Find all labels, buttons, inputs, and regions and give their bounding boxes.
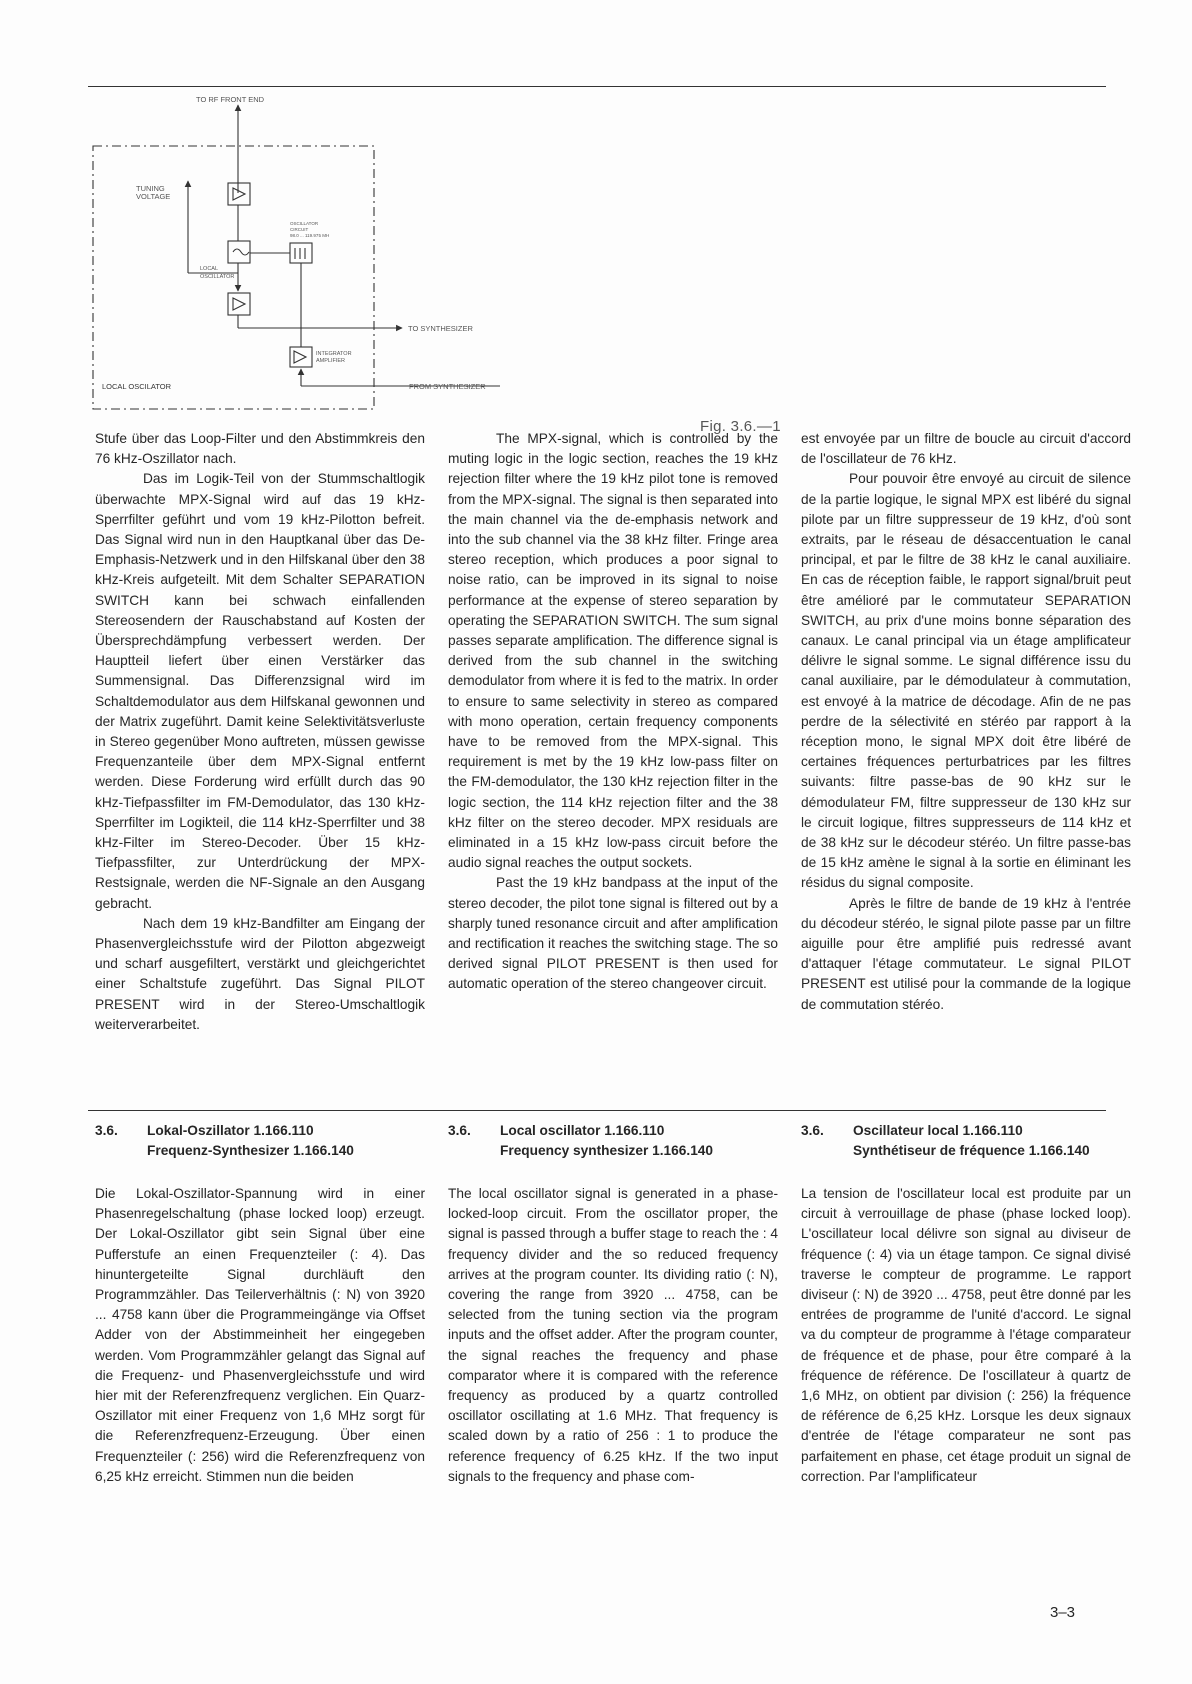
- lower-text-french: [801, 1184, 1131, 1487]
- section-number: 3.6.: [95, 1123, 118, 1138]
- paragraph: The local oscillator signal is generated in a phase-locked-loop circuit. From the oscillator proper, the signal is passed through a buffer stage to reach the : 4 frequency divider and the so reduced frequency arrives at the program counter. Its dividing ratio (: N), covering the range from 3920 ... 4758, can be selected from the tuning section via the program inputs and the offset adder. After the program counter, the signal reaches the frequency and phase comparator where it is compared with the reference frequency as produced by a quartz controlled oscillator oscillating at 1.6 MHz. That frequency is scaled down by a ratio of 256 : 1 to produce the reference frequency of 6.25 kHz. If the two input signals to the frequency and phase com-: [448, 1186, 778, 1484]
- label-to-synthesizer: TO SYNTHESIZER: [408, 324, 473, 333]
- paragraph: Past the 19 kHz bandpass at the input of the stereo decoder, the pilot tone signal is filtered out by a sharply tuned resonance circuit and after amplification and rectification it reaches the switching stage. The so derived signal PILOT PRESENT is then used for automatic operation of the stereo changeover circuit.: [448, 875, 778, 992]
- label-from-synthesizer: FROM SYNTHESIZER: [409, 382, 486, 391]
- integrator-amplifier: [290, 347, 312, 367]
- label-rf-front-end: TO RF FRONT END: [196, 95, 265, 104]
- label-local-osc-2: OSCILLATOR: [200, 274, 235, 280]
- section-title: Local oscillator 1.166.110: [500, 1123, 665, 1138]
- section-heading-french: [801, 1121, 1131, 1163]
- upper-text-german: [95, 429, 425, 1035]
- oscillator-circuit: [290, 243, 312, 263]
- paragraph: Die Lokal-Oszillator-Spannung wird in einer Phasenregelschaltung (phase locked loop) erzeugt. Der Lokal-Oszillator gibt sein Signal über eine Pufferstufe an einen Frequenzteiler (: 4). Das hinuntergeteilte Signal durchläuft den Programmzähler. Das Teilerverhältnis (: N) von 3920 ... 4758 kann über die Programmeingänge via Offset Adder von der Abstimmeinheit her eingegeben werden. Vom Programmzähler gelangt das Signal auf die Frequenz- und Phasenvergleichsstufe und wird hier mit der Referenzfrequenz verglichen. Ein Quarz-Oszillator mit einer Frequenz von 1,6 MHz sorgt für die Referenzfrequenz-Erzeugung. Über einen Frequenzteiler (: 256) wird die Referenzfrequenz von 6,25 kHz erreicht. Stimmen nun die beiden: [95, 1186, 425, 1484]
- figure-caption: Fig. 3.6.—1: [700, 418, 781, 435]
- paragraph: Das im Logik-Teil von der Stummschaltlogik überwachte MPX-Signal wird auf das 19 kHz-Sperrfilter geführt und vom 19 kHz-Pilotton befreit. Das Signal wird nun in den Hauptkanal über das De-Emphasis-Netzwerk und in den Hilfskanal über den 38 kHz-Kreis aufgeteilt. Mit dem Schalter SEPARATION SWITCH kann bei schwach einfallenden Stereosendern der Rauschabstand auf Kosten der Übersprechdämpfung verbessert werden. Der Hauptteil liefert über einen Verstärker das Summensignal. Das Differenzsignal wird im Schaltdemodulator aus dem Hilfskanal gewonnen und der Matrix zugeführt. Damit keine Selektivitätsverluste in Stereo gegenüber Mono auftreten, müssen gewisse Frequenzanteile über dem MPX-Signal entfernt werden. Diese Forderung wird erfüllt durch das 90 kHz-Tiefpassfilter im FM-Demodulator, das 130 kHz-Sperrfilter im Logikteil, die 114 kHz-Sperrfilter und 38 kHz-Filter im Stereo-Decoder. Über 15 kHz-Tiefpassfilter, zur Unterdrückung der MPX-Restsignale, werden die NF-Signale an den Ausgang gebracht.: [95, 471, 425, 911]
- label-local-osc-1: LOCAL: [200, 266, 219, 272]
- section-subtitle: Frequency synthesizer 1.166.140: [500, 1143, 714, 1158]
- paragraph: Stufe über das Loop-Filter und den Abstimmkreis den 76 kHz-Oszillator nach.: [95, 431, 425, 467]
- section-title: Oscillateur local 1.166.110: [853, 1123, 1023, 1138]
- label-osc-circuit-3: 98.0 ... 119.975 MH: [290, 233, 330, 238]
- upper-text-french: [801, 429, 1131, 1015]
- lower-text-german: [95, 1184, 425, 1487]
- lower-text-english: [448, 1184, 778, 1487]
- label-tuning-2: VOLTAGE: [136, 192, 171, 201]
- paragraph: Nach dem 19 kHz-Bandfilter am Eingang der Phasenvergleichsstufe wird der Pilotton abgezweigt und scharf ausgefiltert, verstärkt und gleichgerichtet einer Schaltstufe zugeführt. Das Signal PILOT PRESENT wird in der Stereo-Umschaltlogik weiterverarbeitet.: [95, 915, 425, 1032]
- upper-text-english: [448, 429, 778, 995]
- section-heading-german: [95, 1121, 425, 1163]
- section-number: 3.6.: [801, 1123, 824, 1138]
- paragraph: est envoyée par un filtre de boucle au circuit d'accord de l'oscillateur de 76 kHz.: [801, 431, 1131, 467]
- paragraph: Après le filtre de bande de 19 kHz à l'entrée du décodeur stéréo, le signal pilote passe par un filtre aiguille pour être amplifié puis redressé avant d'attaquer l'étage commutateur. Le signal PILOT PRESENT est utilisé pour la commande de la logique de commutation stéréo.: [801, 895, 1131, 1012]
- local-oscillator-block-diagram: [90, 95, 650, 420]
- label-integrator-1: INTEGRATOR: [316, 351, 352, 357]
- label-tuning-1: TUNING: [136, 184, 165, 193]
- paragraph: The MPX-signal, which is controlled by the muting logic in the logic section, reaches the 19 kHz rejection filter where the 19 kHz pilot tone is removed from the MPX-signal. The signal is then separated into the main channel via the de-emphasis network and into the sub channel via the 38 kHz filter. Fringe area stereo reception, which produces a poor signal to noise ratio, can be improved in its signal to noise performance at the expense of stereo separation by operating the SEPARATION SWITCH. The sum signal passes separate amplification. The difference signal is derived from the sub channel in the switching demodulator from where it is fed to the matrix. In order to ensure to same selectivity in stereo as compared with mono operation, certain frequency components have to be removed from the MPX-signal. This requirement is met by the 19 kHz low-pass filter on the FM-demodulator, the 130 kHz rejection filter in the logic section, the 114 kHz rejection filter and the 38 kHz filter on the stereo decoder. MPX residuals are eliminated in a 15 kHz low-pass circuit before the audio signal reaches the output sockets.: [448, 431, 778, 871]
- paragraph: La tension de l'oscillateur local est produite par un circuit à verrouillage de phase (phase locked loop). L'oscillateur local délivre son signal au diviseur de fréquence (: 4) via un étage tampon. Ce signal divisé traverse le compteur de programme. Le rapport diviseur (: N) de 3920 ... 4758, peut être donné par les entrées de programme de l'unité d'accord. Le signal va du compteur de programme à l'étage comparateur de fréquence et de phase, pour être comparé à la fréquence de référence. De l'oscillateur à quartz de 1,6 MHz, on obtient par division (: 256) la fréquence de référence de 6,25 kHz. Lorsque les deux signaux d'entrée de l'étage comparateur ne sont pas parfaitement en phase, cet étage produit un signal de correction. Par l'amplificateur: [801, 1186, 1131, 1484]
- label-block-title: LOCAL OSCILATOR: [102, 382, 172, 391]
- label-osc-circuit-2: CIRCUIT: [290, 227, 309, 232]
- section-number: 3.6.: [448, 1123, 471, 1138]
- section-rule: [88, 1110, 1106, 1111]
- top-rule: [88, 86, 1106, 87]
- oscillator-symbol: [228, 241, 250, 263]
- label-osc-circuit-1: OSCILLATOR: [290, 221, 319, 226]
- amplifier-1: [228, 183, 250, 205]
- section-title: Lokal-Oszillator 1.166.110: [147, 1123, 314, 1138]
- paragraph: Pour pouvoir être envoyé au circuit de silence de la partie logique, le signal MPX est libéré du signal pilote par un filtre suppresseur de 19 kHz, d'où sont extraits, par le réseau de désaccentuation le canal principal, et par le filtre de 38 kHz le canal auxiliaire. En cas de réception faible, le rapport signal/bruit peut être amélioré par le commutateur SEPARATION SWITCH, au prix d'une moins bonne séparation des canaux. Le canal principal via un étage amplificateur délivre le signal somme. Le signal différence issu du canal auxiliaire, par le démodulateur à commutation, est envoyé à la matrice de décodage. Afin de ne pas perdre de la sélectivité en stéréo par rapport à la réception mono, le signal MPX doit être libéré de certaines fréquences perturbatrices par les filtres suivants: filtre passe-bas de 90 kHz sur le démodulateur FM, filtre suppresseur de 130 kHz sur le circuit logique, filtres suppresseurs de 114 kHz et de 38 kHz sur le décodeur stéréo. Un filtre passe-bas de 15 kHz amène le signal à la sortie en éliminant les résidus du signal composite.: [801, 471, 1131, 891]
- section-heading-english: [448, 1121, 778, 1163]
- section-subtitle: Frequenz-Synthesizer 1.166.140: [147, 1143, 354, 1158]
- page-number: 3–3: [1050, 1604, 1076, 1621]
- section-subtitle: Synthétiseur de fréquence 1.166.140: [853, 1143, 1090, 1158]
- label-integrator-2: AMPLIFIER: [316, 358, 346, 364]
- amplifier-2: [228, 293, 250, 315]
